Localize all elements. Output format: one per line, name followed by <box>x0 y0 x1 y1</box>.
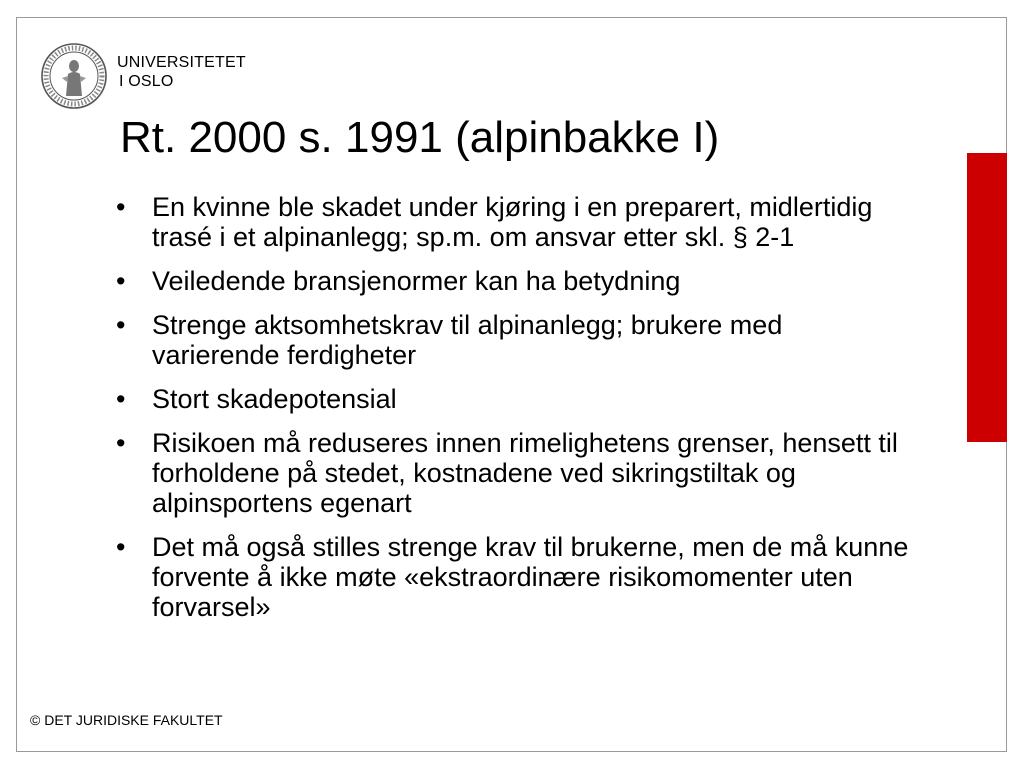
bullet-item <box>114 266 914 296</box>
bullet-glyph: • <box>116 384 126 414</box>
bullet-item <box>114 384 914 414</box>
bullet-glyph: • <box>116 532 126 562</box>
slide-title: Rt. 2000 s. 1991 (alpinbakke I) <box>120 113 720 162</box>
bullet-item <box>114 428 914 518</box>
bullet-text: En kvinne ble skadet under kjøring i en preparert, midlertidig trasé i et alpinanlegg; sp.m. om ansvar etter skl. § 2-1 <box>152 192 873 252</box>
bullet-glyph: • <box>116 428 126 458</box>
bullet-glyph: • <box>116 192 126 222</box>
bullet-glyph: • <box>116 310 126 340</box>
university-name-line1: UNIVERSITETET <box>117 54 246 71</box>
bullet-text: Risikoen må reduseres innen rimelighetens grenser, hensett til forholdene på stedet, kostnadene ved sikringstiltak og alpinsportens egenart <box>152 428 898 518</box>
bullet-item <box>114 310 914 370</box>
bullet-glyph: • <box>116 266 126 296</box>
footer-copyright: © DET JURIDISKE FAKULTET <box>30 712 223 728</box>
university-name-line2: I OSLO <box>119 73 174 90</box>
bullet-list <box>114 192 914 636</box>
bullet-item <box>114 192 914 252</box>
university-name <box>117 53 246 91</box>
bullet-text: Strenge aktsomhetskrav til alpinanlegg; brukere med varierende ferdigheter <box>152 310 783 370</box>
bullet-text: Stort skadepotensial <box>152 384 397 414</box>
accent-bar <box>967 153 1007 442</box>
bullet-text: Det må også stilles strenge krav til brukerne, men de må kunne forvente å ikke møte «ekstraordinære risikomomenter uten forvarsel» <box>152 532 909 622</box>
bullet-item <box>114 532 914 622</box>
bullet-text: Veiledende bransjenormer kan ha betydning <box>152 266 681 296</box>
university-seal-icon <box>40 42 108 110</box>
